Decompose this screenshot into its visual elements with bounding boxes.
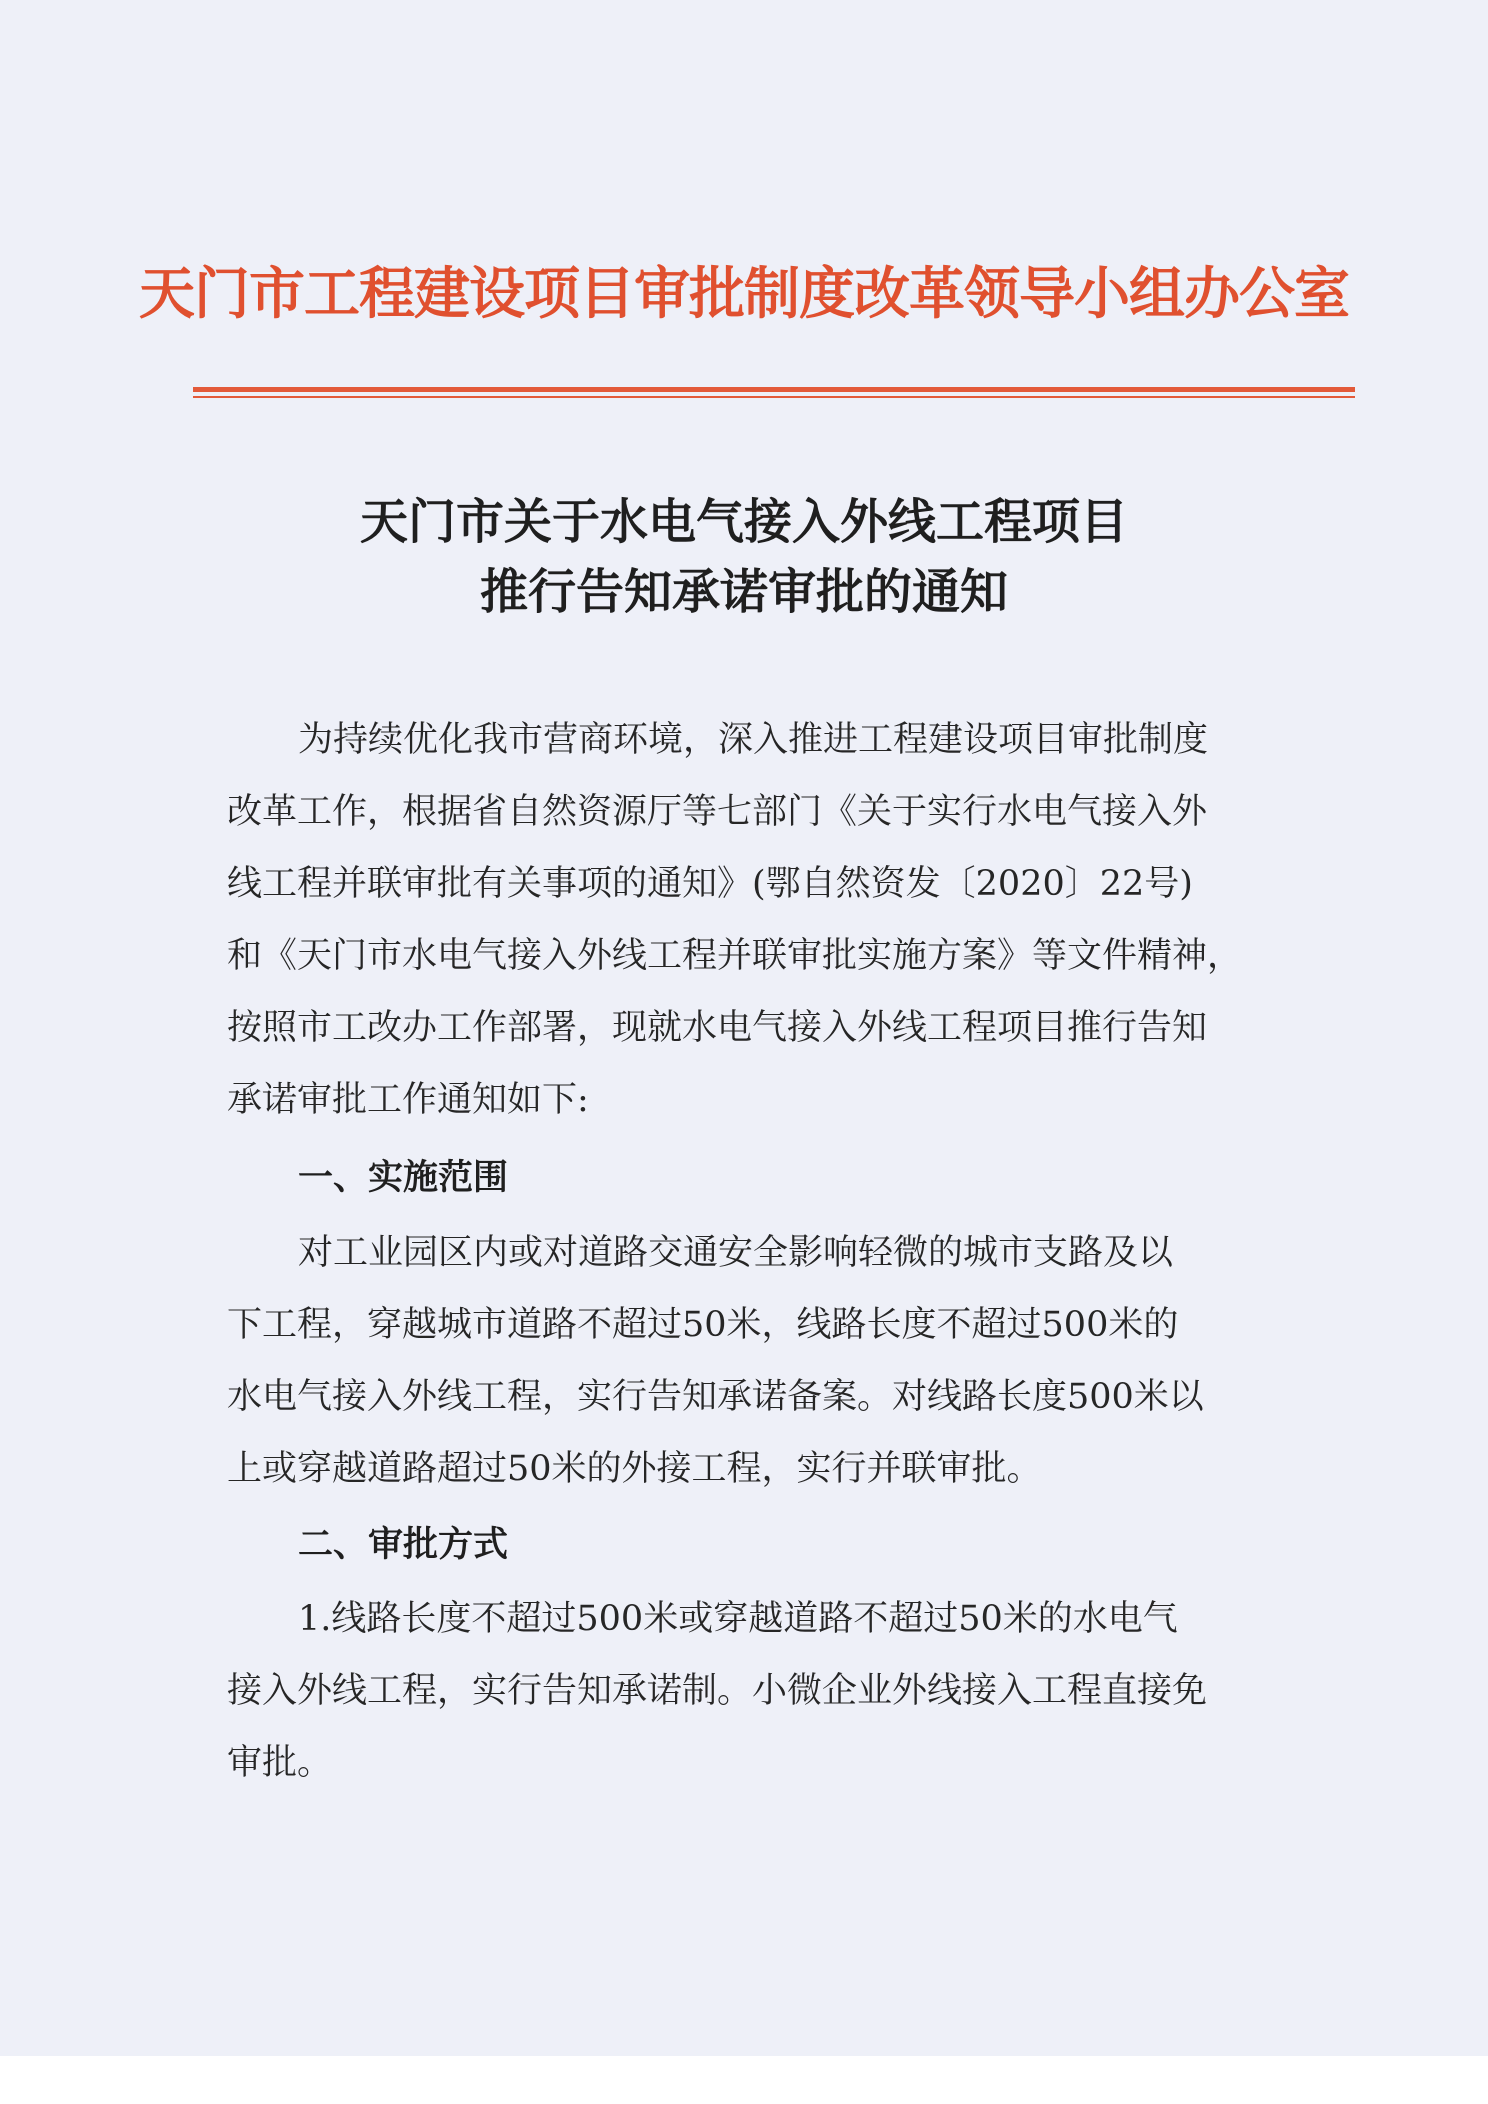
intro-line-4: 和《天门市水电气接入外线工程并联审批实施方案》等文件精神， — [227, 936, 1243, 976]
intro-line-2: 改革工作，根据省自然资源厅等七部门《关于实行水电气接入外 — [227, 792, 1208, 832]
document-title-line-1: 天门市关于水电气接入外线工程项目 — [359, 494, 1128, 550]
section-2-heading: 二、审批方式 — [298, 1525, 509, 1565]
intro-line-5: 按照市工改办工作部署，现就水电气接入外线工程项目推行告知 — [227, 1008, 1208, 1048]
intro-line-3: 线工程并联审批有关事项的通知》(鄂自然资发〔2020〕22号) — [227, 864, 1193, 904]
document-title-line-2: 推行告知承诺审批的通知 — [479, 564, 1008, 620]
section-1-line-3: 水电气接入外线工程，实行告知承诺备案。对线路长度500米以 — [227, 1377, 1204, 1417]
letterhead-office-name: 天门市工程建设项目审批制度改革领导小组办公室 — [139, 261, 1349, 327]
section-2-line-3: 审批。 — [227, 1743, 333, 1783]
section-1-line-2: 下工程，穿越城市道路不超过50米，线路长度不超过500米的 — [227, 1305, 1179, 1345]
section-1-line-1: 对工业园区内或对道路交通安全影响轻微的城市支路及以 — [298, 1233, 1174, 1273]
letterhead-red-rule-thin — [193, 396, 1355, 398]
section-2-line-1: 1.线路长度不超过500米或穿越道路不超过50米的水电气 — [298, 1599, 1178, 1639]
section-1-heading: 一、实施范围 — [298, 1158, 509, 1198]
intro-line-1: 为持续优化我市营商环境，深入推进工程建设项目审批制度 — [298, 720, 1209, 760]
section-1-line-4: 上或穿越道路超过50米的外接工程，实行并联审批。 — [227, 1449, 1042, 1489]
intro-line-6: 承诺审批工作通知如下: — [227, 1080, 589, 1120]
section-2-line-2: 接入外线工程，实行告知承诺制。小微企业外线接入工程直接免 — [227, 1671, 1208, 1711]
letterhead-red-rule-thick — [193, 387, 1355, 392]
